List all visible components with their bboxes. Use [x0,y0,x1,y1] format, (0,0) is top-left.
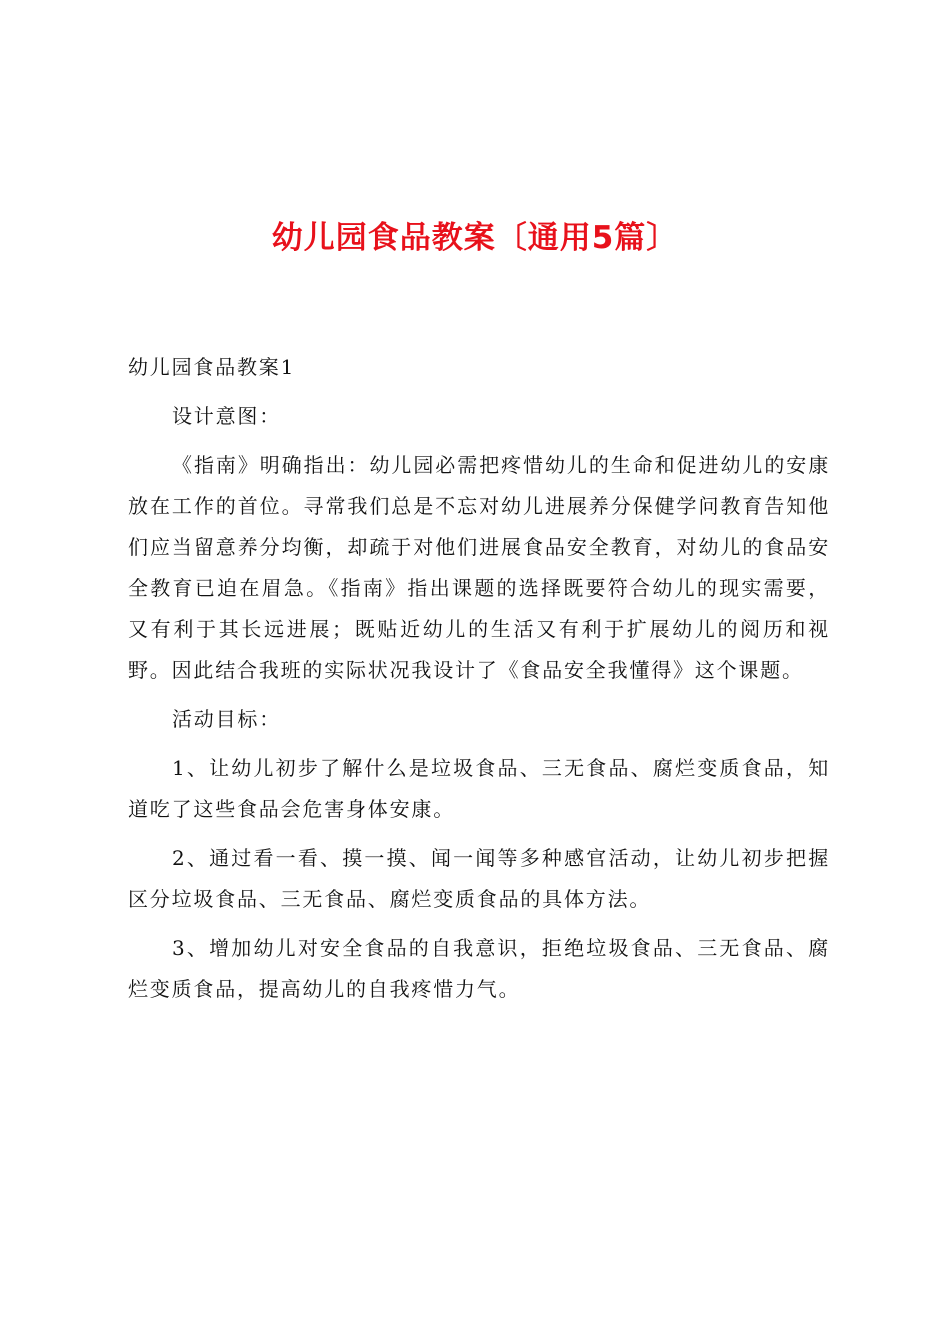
section-heading-lesson-1: 幼儿园食品教案1 [128,355,296,379]
goal-item-3: 3、增加幼儿对安全食品的自我意识，拒绝垃圾食品、三无食品、腐烂变质食品，提高幼儿的自我疼惜力气。 [128,936,830,1001]
goal-item-2: 2、通过看一看、摸一摸、闻一闻等多种感官活动，让幼儿初步把握区分垃圾食品、三无食品、腐烂变质食品的具体方法。 [128,846,830,911]
document-title: 幼儿园食品教案〔通用5篇〕 [271,220,679,256]
paragraph-design-intent: 《指南》明确指出：幼儿园必需把疼惜幼儿的生命和促进幼儿的安康放在工作的首位。寻常我们总是不忘对幼儿进展养分保健学问教育告知他们应当留意养分均衡，却疏于对他们进展食品安全教育，对幼儿的食品安全教育已迫在眉急。《指南》指出课题的选择既要符合幼儿的现实需要，又有利于其长远进展；既贴近幼儿的生活又有利于扩展幼儿的阅历和视野。因此结合我班的实际状况我设计了《食品安全我懂得》这个课题。 [128,453,830,682]
subheading-activity-goals: 活动目标： [172,707,281,731]
goal-item-1: 1、让幼儿初步了解什么是垃圾食品、三无食品、腐烂变质食品，知道吃了这些食品会危害身体安康。 [128,756,830,821]
subheading-design-intent: 设计意图： [172,404,281,428]
document-body [128,347,830,1018]
